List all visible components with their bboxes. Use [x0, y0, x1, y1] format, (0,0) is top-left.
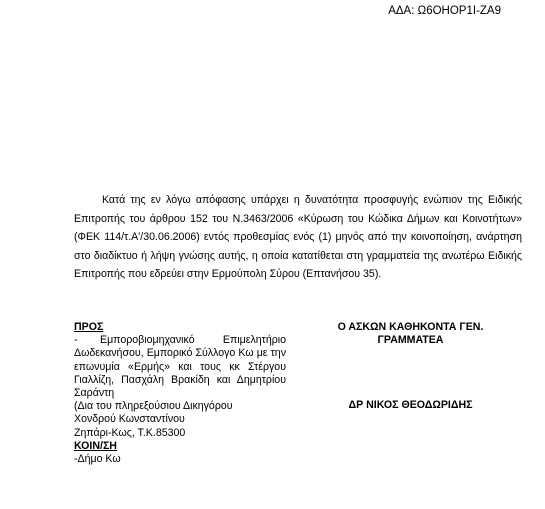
lawyer-name: Χονδρού Κωνσταντίνου — [74, 413, 185, 426]
lawyer-address: Ζηπάρι-Κως, Τ.Κ.85300 — [74, 426, 186, 439]
to-dash: - — [74, 334, 78, 347]
signatory-role-line1: Ο ΑΣΚΩΝ ΚΑΘΗΚΟΝΤΑ ΓΕΝ. — [337, 321, 484, 333]
cc-item: -Δήμο Κω — [74, 453, 121, 466]
cc-heading: ΚΟΙΝ/ΣΗ — [74, 439, 117, 452]
signature-block — [318, 321, 503, 413]
to-recipient — [74, 334, 286, 400]
appeal-paragraph — [74, 191, 522, 284]
via-lawyer-line: (Δια του πληρεξούσιου Δικηγόρου — [74, 400, 233, 413]
to-heading: ΠΡΟΣ — [74, 321, 104, 333]
appeal-text: Κατά της εν λόγω απόφασης υπάρχει η δυνατότητα προσφυγής ενώπιον της Ειδικής Επιτροπής του άρθρου 152 του Ν.3463/2006 «Κύρωση του Κώδικα Δήμων και Κοινοτήτων» (ΦΕΚ 114/τ.Α'/30.06.2006) εντός προθεσμίας ενός (1) μηνός από την κοινοποίηση, ανάρτηση στο διαδίκτυο ή λήψη γνώσης αυτής, η οποία κατατίθεται στη γραμματεία της ανωτέρω Ειδικής Επιτροπής που εδρεύει στην Ερμούπολη Σύρου (Επτανήσου 35). — [74, 194, 522, 280]
signatory-name: ΔΡ ΝΙΚΟΣ ΘΕΟΔΩΡΙΔΗΣ — [348, 399, 473, 412]
to-recipient-text: Εμποροβιομηχανικό Επιμελητήριο Δωδεκανήσου, Εμπορικό Σύλλογο Κω με την επωνυμία «Ερμής» και τους κκ Στέργου Γιαλλίζη, Πασχάλη Βρακίδη και Δημητρίου Σαράντη — [74, 334, 286, 400]
recipients-block — [74, 321, 286, 466]
ada-code: ΑΔΑ: Ω6ΟΗΟΡ1Ι-ΖΑ9 — [388, 5, 501, 17]
signatory-role-line2: ΓΡΑΜΜΑΤΕΑ — [377, 334, 444, 347]
